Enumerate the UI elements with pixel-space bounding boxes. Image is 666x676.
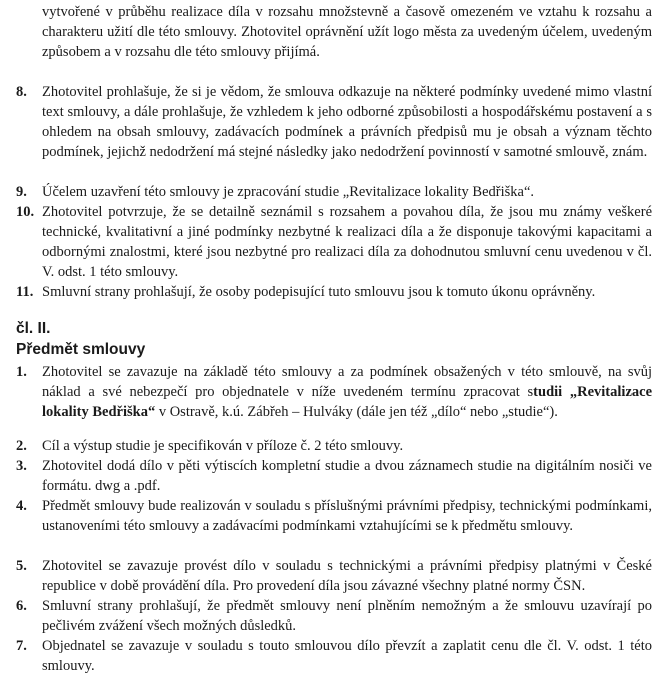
list-item: 6. Smluvní strany prohlašují, že předmět smlouvy není plněním nemožným a že smlouvu uzavírají po pečlivém zvážení všech možných důsledků. xyxy=(16,598,652,634)
list-item: 8. Zhotovitel prohlašuje, že si je vědom, že smlouva odkazuje na některé podmínky uvedené mimo vlastní text smlouvy, a dále prohlašuje, že vzhledem k jeho odborné způsobilosti a hospodářskému postavení a s ohledem na obsah smlouvy, zadávacích podmínek a právních předpisů mu je obsah a význam těchto podmínek, jejichž nedodržení má stejné následky jako nedodržení povinností v samotné smlouvě, znám. xyxy=(16,84,652,160)
list-item: 1. Zhotovitel se zavazuje na základě této smlouvy a za podmínek obsažených v této smlouvě, na svůj náklad a své nebezpečí pro objednatele v níže uvedeném termínu zpracovat studii „Revitalizace lokality Bedřiška“ v Ostravě, k.ú. Zábřeh – Hulváky (dále jen též „dílo“ nebo „studie“). xyxy=(16,364,653,420)
list-item: 10. Zhotovitel potvrzuje, že se detailně seznámil s rozsahem a povahou díla, že jsou mu známy veškeré technické, kvalitativní a jiné podmínky nezbytné k realizaci díla a že disponuje takovými kapacitami a odbornými znalostmi, které jsou nezbytné pro realizaci díla za dohodnutou smluvní cenu uvedenou v čl. V. odst. 1 této smlouvy. xyxy=(16,204,652,280)
list-item: 11. Smluvní strany prohlašují, že osoby podepisující tuto smlouvu jsou k tomuto úkonu oprávněny. xyxy=(16,284,596,300)
section-title: Předmět smlouvy xyxy=(16,341,146,358)
section-number: čl. II. xyxy=(16,320,51,337)
list-item: 5. Zhotovitel se zavazuje provést dílo v souladu s technickými a právními předpisy platnými v České republice v době provádění díla. Pro provedení díla jsou závazné všechny platné normy ČSN. xyxy=(16,558,652,594)
list-item: 4. Předmět smlouvy bude realizován v souladu s příslušnými právními předpisy, technickými podmínkami, ustanoveními této smlouvy a zadávacími podmínkami vztahujícími se k předmětu smlouvy. xyxy=(16,498,652,534)
list-item: 2. Cíl a výstup studie je specifikován v příloze č. 2 této smlouvy. xyxy=(16,438,404,454)
continuation-paragraph: vytvořené v průběhu realizace díla v rozsahu množstevně a časově omezeném ve vztahu k rozsahu a charakteru užití dle této smlouvy. Zhotovitel oprávnění užít logo města za uvedeným účelem, uvedeným způsobem a v rozsahu dle této smlouvy přijímá. xyxy=(42,4,652,60)
list-item: 7. Objednatel se zavazuje v souladu s touto smlouvou dílo převzít a zaplatit cenu dle čl. V. odst. 1 této smlouvy. xyxy=(16,638,652,674)
list-item: 9. Účelem uzavření této smlouvy je zpracování studie „Revitalizace lokality Bedřiška“. xyxy=(16,184,535,200)
list-item: 3. Zhotovitel dodá dílo v pěti výtiscích kompletní studie a dvou záznamech studie na digitálním nosiči ve formátu. dwg a .pdf. xyxy=(16,458,652,494)
